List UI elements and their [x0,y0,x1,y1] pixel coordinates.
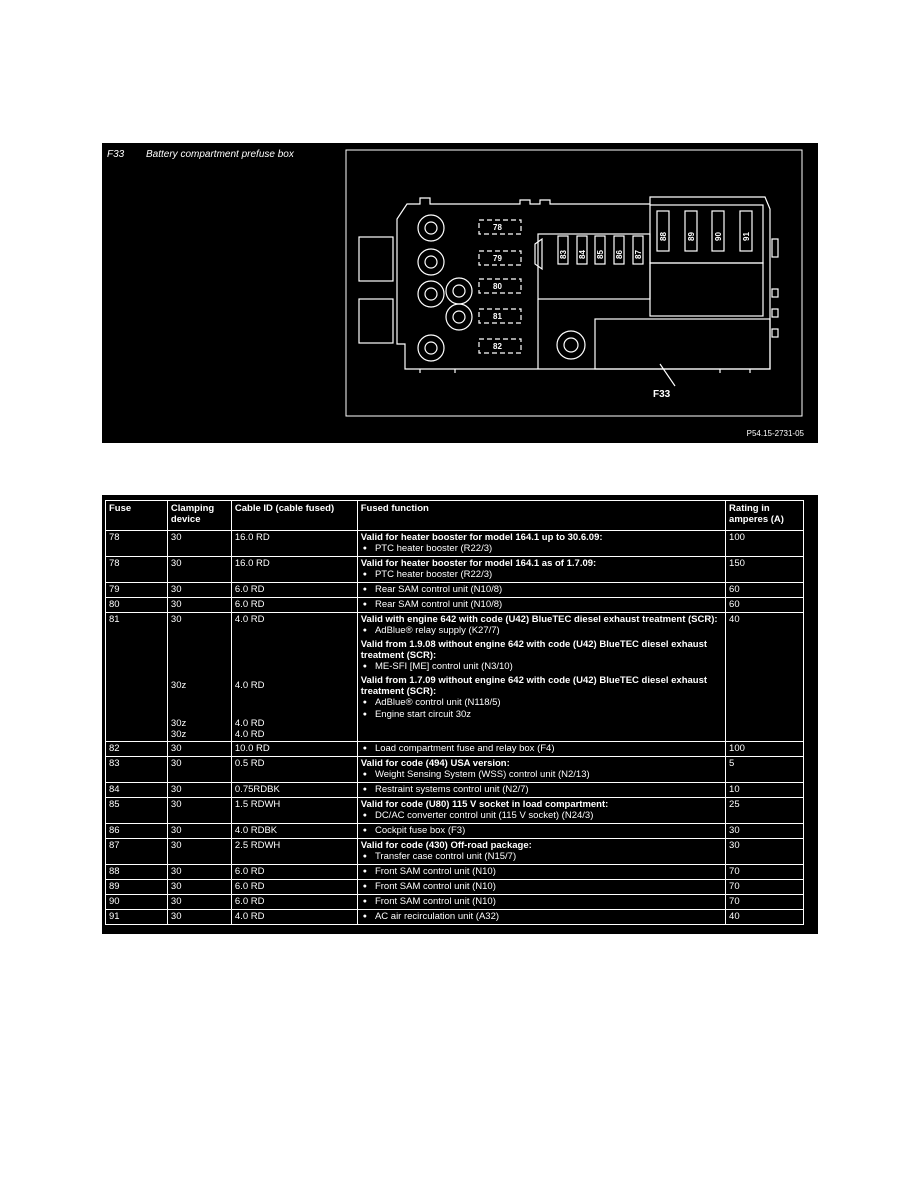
function-item: ● Front SAM control unit (N10) [361,896,722,908]
cell-cable: 6.0 RD [231,583,357,598]
table-row [106,742,804,757]
cell-function [357,865,725,880]
header-fuse: Fuse [106,501,168,531]
fuse-label-89: 89 [687,232,696,241]
cell-fuse: 87 [106,839,168,865]
cable-value: 4.0 RD [234,718,265,729]
cell-fuse: 78 [106,531,168,557]
function-item: ● Load compartment fuse and relay box (F4) [361,743,722,755]
function-item: ● Engine start circuit 30z [361,709,722,721]
cell-cable: 4.0 RD [231,910,357,925]
cell-cable: 10.0 RD [231,742,357,757]
cell-clamp: 30 [167,557,231,583]
header-cable-id: Cable ID (cable fused) [231,501,357,531]
table-row [106,757,804,783]
cell-rating: 40 [726,613,804,742]
cell-rating: 30 [726,839,804,865]
function-title: Valid for heater booster for model 164.1 up to 30.6.09: [360,532,603,543]
cell-clamp: 30 [167,742,231,757]
cell-rating: 30 [726,824,804,839]
cell-clamp: 30 [167,531,231,557]
table-row [106,557,804,583]
cell-rating: 70 [726,865,804,880]
function-item: ● AdBlue® control unit (N118/5) [361,697,722,709]
function-item: ● PTC heater booster (R22/3) [361,543,722,555]
cable-value: 4.0 RD [234,614,265,625]
cell-fuse: 86 [106,824,168,839]
cell-rating: 60 [726,598,804,613]
cell-cable: 6.0 RD [231,880,357,895]
cell-fuse: 88 [106,865,168,880]
function-title: Valid for code (U80) 115 V socket in load compartment: [360,799,609,810]
table-row [106,583,804,598]
cable-value: 4.0 RD [234,729,265,740]
cell-fuse: 80 [106,598,168,613]
function-item: ● ME-SFI [ME] control unit (N3/10) [361,661,722,673]
cell-fuse: 81 [106,613,168,742]
function-item: ● Front SAM control unit (N10) [361,881,722,893]
cell-rating: 5 [726,757,804,783]
fuse-label-90: 90 [714,232,723,241]
cell-function [357,910,725,925]
cell-rating: 70 [726,880,804,895]
cell-fuse: 78 [106,557,168,583]
figure-title: Battery compartment prefuse box [146,149,294,160]
cell-clamp: 30 [167,839,231,865]
cell-fuse: 84 [106,783,168,798]
cell-clamp [167,613,231,742]
fuse-label-91: 91 [742,232,751,241]
function-item: ● Front SAM control unit (N10) [361,866,722,878]
table-row [106,798,804,824]
header-fused-function: Fused function [357,501,725,531]
cell-function [357,798,725,824]
cell-rating: 100 [726,531,804,557]
cell-fuse: 82 [106,742,168,757]
function-item: ● Cockpit fuse box (F3) [361,825,722,837]
function-title: Valid with engine 642 with code (U42) BlueTEC diesel exhaust treatment (SCR): [360,614,718,625]
cell-cable: 0.75RDBK [231,783,357,798]
cell-clamp: 30 [167,910,231,925]
function-title: Valid for code (430) Off-road package: [360,840,532,851]
fuse-label-86: 86 [615,250,624,259]
cell-fuse: 89 [106,880,168,895]
function-title: Valid from 1.7.09 without engine 642 with code (U42) BlueTEC diesel exhaust treatment (SCR): [360,675,708,697]
left-terminal-lower [359,299,393,343]
table-row [106,865,804,880]
cell-clamp: 30 [167,783,231,798]
cable-value: 4.0 RD [234,680,265,691]
figure-reference: P54.15-2731-05 [746,429,804,438]
fuse-label-84: 84 [578,250,587,259]
table-row [106,531,804,557]
cell-function [357,613,725,742]
fuse-label-88: 88 [659,232,668,241]
fuse-box-diagram [345,149,805,431]
function-title: Valid for heater booster for model 164.1 as of 1.7.09: [360,558,597,569]
cell-function [357,839,725,865]
clamp-value: 30z [170,680,187,691]
cell-clamp: 30 [167,583,231,598]
clamp-value: 30z [170,718,187,729]
cell-cable: 6.0 RD [231,865,357,880]
cell-fuse: 79 [106,583,168,598]
function-item: ● PTC heater booster (R22/3) [361,569,722,581]
clamp-value: 30z [170,729,187,740]
cell-function [357,531,725,557]
function-item: ● DC/AC converter control unit (115 V socket) (N24/3) [361,810,722,822]
cell-cable: 16.0 RD [231,557,357,583]
clamp-value: 30 [170,614,182,625]
cell-cable: 0.5 RD [231,757,357,783]
fuse-label-87: 87 [634,250,643,259]
header-clamping-device: Clamping device [167,501,231,531]
cell-cable: 6.0 RD [231,895,357,910]
function-item: ● AdBlue® relay supply (K27/7) [361,625,722,637]
fuse-table-panel [102,495,818,934]
table-row [106,839,804,865]
function-item: ● Rear SAM control unit (N10/8) [361,584,722,596]
cell-clamp: 30 [167,598,231,613]
fuse-label-83: 83 [559,250,568,259]
cell-function [357,598,725,613]
fuse-label-81: 81 [493,312,502,321]
cell-rating: 100 [726,742,804,757]
cell-rating: 40 [726,910,804,925]
cell-cable: 2.5 RDWH [231,839,357,865]
fuse-box-figure [102,143,818,443]
cell-clamp: 30 [167,895,231,910]
fuse-assignment-table [105,500,804,925]
fuse-label-80: 80 [493,282,502,291]
cell-rating: 25 [726,798,804,824]
cell-cable: 4.0 RDBK [231,824,357,839]
f33-leader-line [660,364,675,386]
cell-function [357,583,725,598]
cell-cable [231,613,357,742]
fuse-label-82: 82 [493,342,502,351]
cell-cable: 6.0 RD [231,598,357,613]
cell-clamp: 30 [167,824,231,839]
cell-fuse: 90 [106,895,168,910]
cell-function [357,824,725,839]
table-row [106,895,804,910]
cell-clamp: 30 [167,880,231,895]
cell-cable: 16.0 RD [231,531,357,557]
table-row [106,910,804,925]
cell-clamp: 30 [167,798,231,824]
function-item: ● Transfer case control unit (N15/7) [361,851,722,863]
cell-function [357,880,725,895]
cell-function [357,557,725,583]
table-header-row [106,501,804,531]
cell-clamp: 30 [167,757,231,783]
cell-clamp: 30 [167,865,231,880]
table-row [106,783,804,798]
cell-rating: 10 [726,783,804,798]
cell-rating: 60 [726,583,804,598]
table-row [106,598,804,613]
cell-function [357,783,725,798]
table-row [106,880,804,895]
table-row [106,824,804,839]
cell-fuse: 83 [106,757,168,783]
cell-rating: 150 [726,557,804,583]
function-title: Valid from 1.9.08 without engine 642 with code (U42) BlueTEC diesel exhaust treatment (SCR): [360,639,708,661]
function-title: Valid for code (494) USA version: [360,758,510,769]
cell-function [357,742,725,757]
fuse-label-78: 78 [493,223,502,232]
header-rating: Rating in amperes (A) [726,501,804,531]
function-item: ● Weight Sensing System (WSS) control unit (N2/13) [361,769,722,781]
function-item: ● Rear SAM control unit (N10/8) [361,599,722,611]
housing-outline [397,197,770,369]
cell-rating: 70 [726,895,804,910]
cell-function [357,895,725,910]
function-item: ● Restraint systems control unit (N2/7) [361,784,722,796]
cell-cable: 1.5 RDWH [231,798,357,824]
fuse-label-85: 85 [596,250,605,259]
cell-fuse: 85 [106,798,168,824]
function-item: ● AC air recirculation unit (A32) [361,911,722,923]
table-row [106,613,804,742]
cell-function [357,757,725,783]
figure-id: F33 [107,149,125,160]
left-terminal-upper [359,237,393,281]
cell-fuse: 91 [106,910,168,925]
fuse-label-79: 79 [493,254,502,263]
f33-callout: F33 [653,389,671,400]
